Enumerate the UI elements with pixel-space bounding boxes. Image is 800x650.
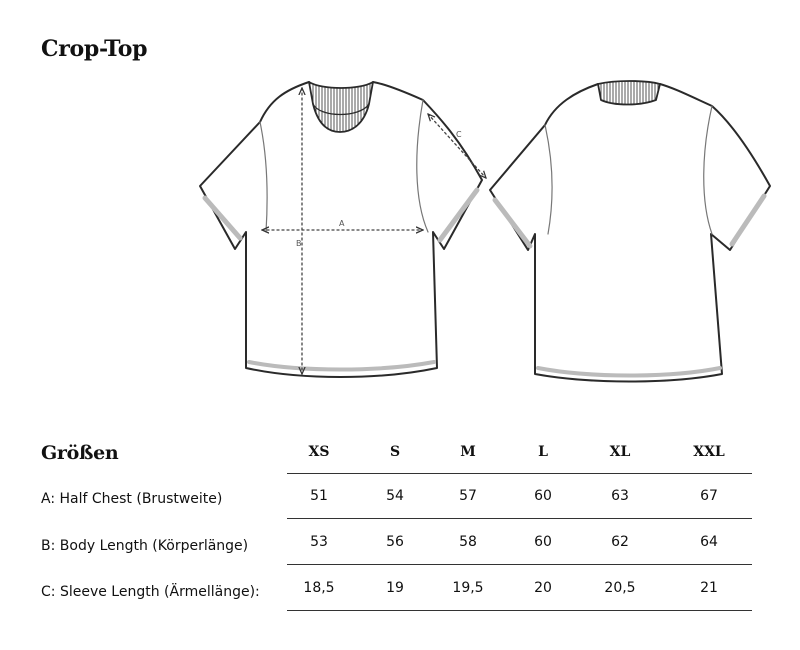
size-header-m: M [460,444,476,460]
table-cell: 19 [386,580,404,596]
measure-b-label: B [296,239,302,248]
page-title: Crop-Top [41,36,148,62]
front-left-cuff [205,198,240,238]
size-header-xxl: XXL [693,444,725,460]
back-view [490,81,770,382]
table-cell: 60 [534,488,552,504]
front-view [200,82,486,377]
back-left-armhole [545,125,552,234]
table-cell: 62 [611,534,629,550]
table-cell: 53 [310,534,328,550]
table-cell: 56 [386,534,404,550]
front-right-armhole [417,100,428,232]
size-header-xl: XL [609,444,631,460]
table-cell: 57 [459,488,477,504]
back-right-cuff [732,196,764,244]
front-right-cuff [440,190,477,240]
table-cell: 64 [700,534,718,550]
table-cell: 20 [534,580,552,596]
size-header-l: L [538,444,548,460]
table-cell: 63 [611,488,629,504]
table-cell: 58 [459,534,477,550]
row-label-sleeve-length: C: Sleeve Length (Ärmellänge): [41,584,260,600]
table-cell: 67 [700,488,718,504]
table-cell: 19,5 [452,580,484,596]
table-cell: 60 [534,534,552,550]
table-cell: 18,5 [303,580,335,596]
back-body-outline [490,84,770,382]
table-divider [287,610,752,611]
measure-c-label: C [456,130,462,139]
sizes-heading: Größen [41,442,119,464]
front-hem [249,362,434,370]
measure-c-line [428,114,486,178]
table-divider [287,518,752,519]
table-divider [287,564,752,565]
back-left-cuff [495,200,530,246]
table-cell: 51 [310,488,328,504]
row-label-half-chest: A: Half Chest (Brustweite) [41,491,223,507]
measure-a-label: A [339,219,345,228]
row-label-body-length: B: Body Length (Körperlänge) [41,538,249,554]
back-hem [538,368,720,376]
front-neck-rib [309,82,373,132]
table-divider [287,473,752,474]
front-left-armhole [260,122,267,232]
size-header-s: S [389,444,401,460]
back-right-armhole [704,106,712,234]
table-cell: 21 [700,580,718,596]
size-header-xs: XS [308,444,330,460]
back-neck-rib [598,81,660,105]
table-cell: 54 [386,488,404,504]
table-cell: 20,5 [604,580,636,596]
